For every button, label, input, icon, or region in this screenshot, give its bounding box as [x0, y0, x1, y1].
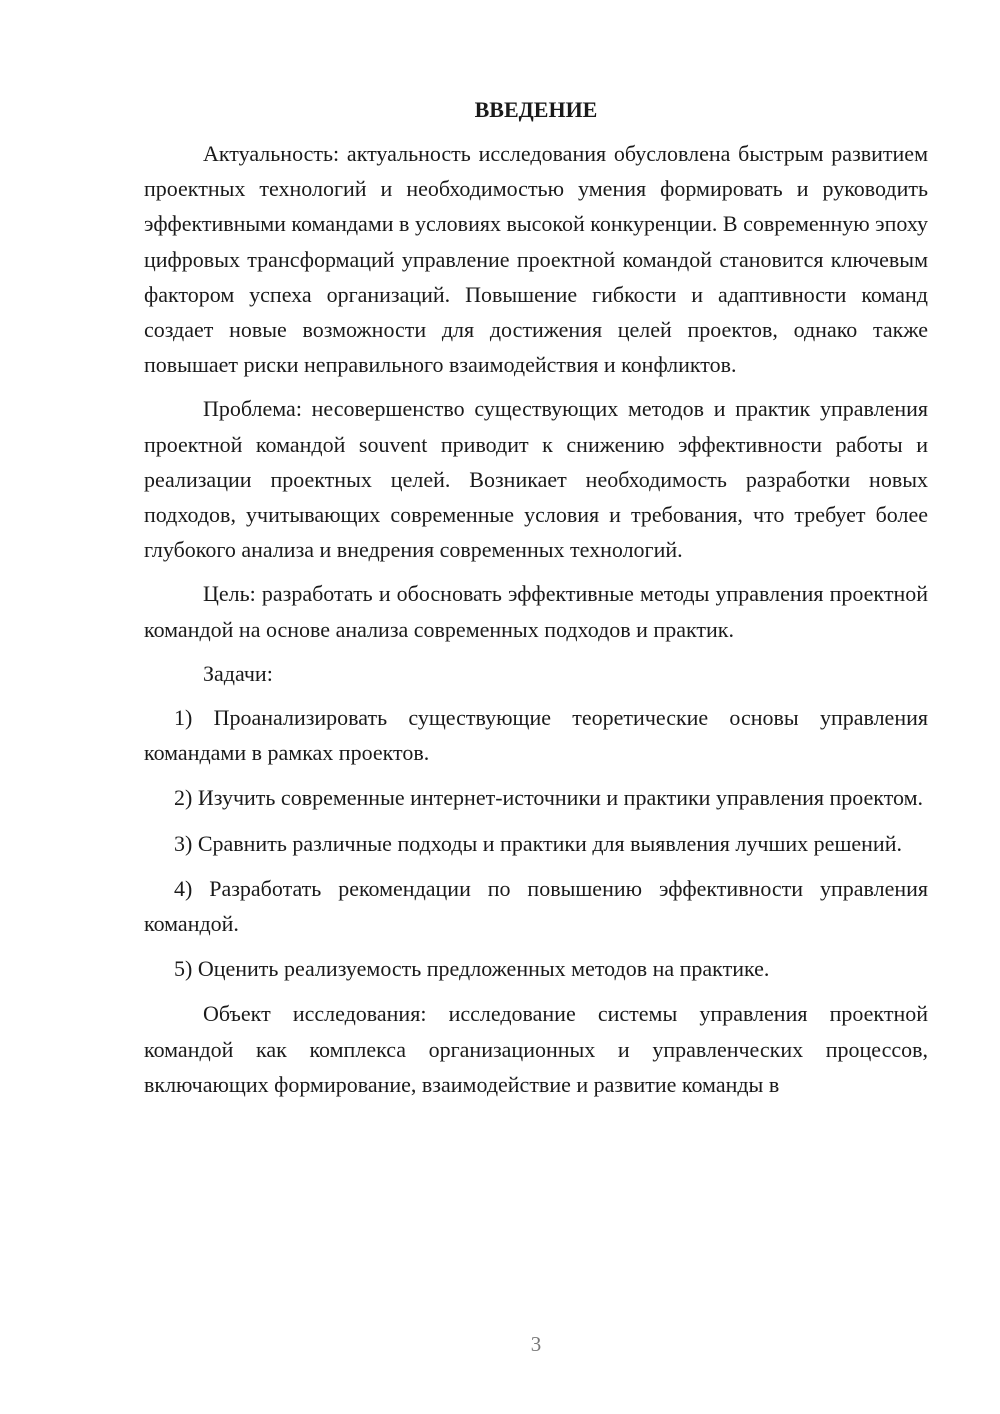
document-page	[144, 92, 928, 1111]
list-item: 3) Сравнить различные подходы и практики для выявления лучших решений.	[174, 830, 902, 856]
list-item: 2) Изучить современные интернет-источники и практики управления проектом.	[174, 785, 924, 811]
paragraph-tasks-heading: Задачи:	[203, 660, 273, 686]
page-title: ВВЕДЕНИЕ	[474, 97, 598, 122]
paragraph-object: Объект исследования: исследование системы управления проектной командой как комплекса организационных и управленческих процессов, включающих формирование, взаимодействие и развитие команды в	[144, 1001, 928, 1097]
list-item: 5) Оценить реализуемость предложенных методов на практике.	[174, 956, 770, 982]
paragraph-problem: Проблема: несовершенство существующих методов и практик управления проектной командой souvent приводит к снижению эффективности работы и реализации проектных целей. Возникает необходимость разработки новых подходов, учитывающих современные условия и требования, что требует более глубокого анализа и внедрения современных технологий.	[144, 396, 928, 563]
paragraph-goal: Цель: разработать и обосновать эффективные методы управления проектной командой на основе анализа современных подходов и практик.	[144, 581, 928, 642]
list-item: 4) Разработать рекомендации по повышению эффективности управления командой.	[144, 875, 928, 937]
page-number: 3	[530, 1332, 542, 1356]
paragraph-relevance: Актуальность: актуальность исследования обусловлена быстрым развитием проектных технологий и необходимостью умения формировать и руководить эффективными командами в условиях высокой конкуренции. В современную эпоху цифровых трансформаций управление проектной командой становится ключевым фактором успеха организаций. Повышение гибкости и адаптивности команд создает новые возможности для достижения целей проектов, однако также повышает риски неправильного взаимодействия и конфликтов.	[144, 141, 928, 378]
list-item: 1) Проанализировать существующие теоретические основы управления командами в рамках проектов.	[144, 705, 928, 766]
